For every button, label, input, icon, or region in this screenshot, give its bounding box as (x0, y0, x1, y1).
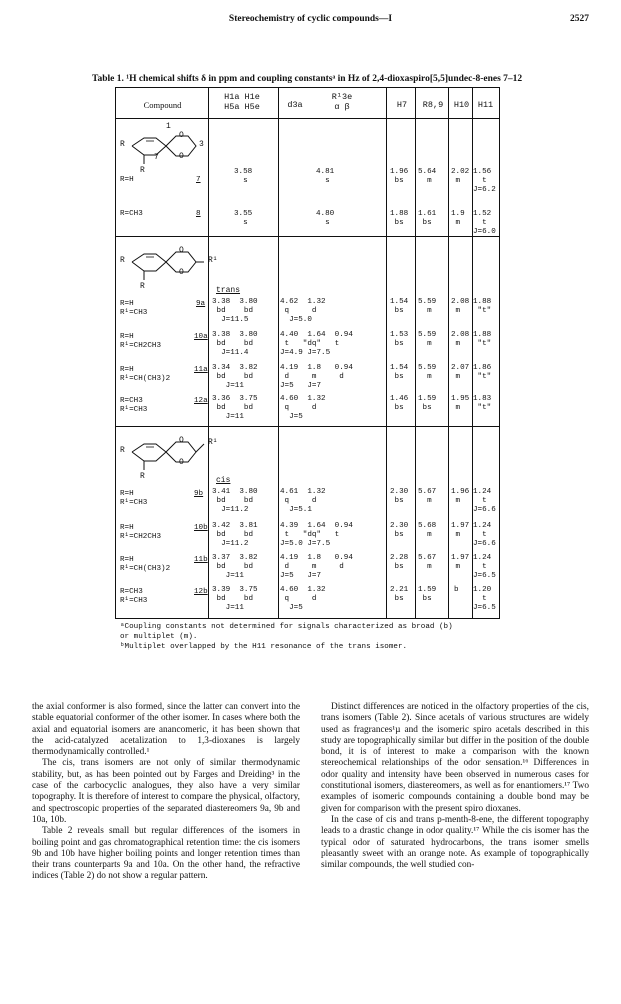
nmr-table (115, 87, 500, 619)
row-compound: R=H R¹=CH2CH3 (120, 333, 162, 350)
row-h89: 5.64 m (418, 168, 437, 185)
row-h7: 1.54 bs (390, 298, 409, 315)
row-h10: 1.97 m (451, 554, 470, 571)
col-rule (386, 88, 387, 618)
col-rule (278, 88, 279, 618)
footnote-b: ᵇMultiplet overlapped by the H11 resonance of the trans isomer. (120, 643, 408, 651)
row-h3: 4.60 1.32 q d J=5 (280, 395, 326, 421)
col-header-h5: H5a H5e (224, 102, 260, 112)
row-compound: R=H R¹=CH3 (120, 300, 148, 317)
row-h11: 1.86 "t" (473, 364, 492, 381)
footnote-a: ᵃCoupling constants not determined for signals characterized as broad (b) (120, 623, 453, 631)
row-number: 12a (194, 397, 208, 405)
cis-structure (122, 430, 206, 476)
row-h3: 4.62 1.32 q d J=5.0 (280, 298, 326, 324)
row-h3: 4.60 1.32 q d J=5 (280, 586, 326, 612)
row-h7: 1.88 bs (390, 210, 409, 227)
row-h10: 2.08 m (451, 331, 470, 348)
row-h3: 4.81 s (316, 168, 335, 185)
group-label-cis: cis (216, 476, 231, 485)
row-h89: 5.59 m (418, 364, 437, 381)
table-footnotes (120, 622, 540, 652)
col-rule (415, 88, 416, 618)
row-compound: R=CH3 R¹=CH3 (120, 397, 148, 414)
col-header-h11: H11 (477, 100, 494, 110)
row-h89: 5.59 m (418, 298, 437, 315)
spiro-dioxane-structure (122, 122, 206, 168)
row-h89: 5.59 m (418, 331, 437, 348)
row-h1: 3.34 3.82 bd bd J=11 (212, 364, 258, 390)
struct-oxygen: O (179, 458, 184, 467)
running-title: Stereochemistry of cyclic compounds—I (228, 14, 393, 24)
row-h10: 2.07 m (451, 364, 470, 381)
row-compound: R=CH3 R¹=CH3 (120, 588, 148, 605)
trans-structure (122, 240, 206, 286)
row-number: 11b (194, 556, 208, 564)
row-h10: 2.02 m (451, 168, 470, 185)
row-compound: R=H R¹=CH(CH3)2 (120, 556, 171, 573)
row-h11: 1.88 "t" (473, 331, 492, 348)
struct-number-1: 1 (166, 122, 171, 131)
body-column-left (32, 702, 300, 883)
row-h3: 4.40 1.64 0.94 t "dq" t J=4.9 J=7.5 (280, 331, 353, 357)
row-h7: 2.30 bs (390, 522, 409, 539)
row-h11: 1.83 "t" (473, 395, 492, 412)
row-number: 11a (194, 366, 208, 374)
footnote-a-cont: or multiplet (m). (120, 633, 198, 641)
body-column-right (321, 702, 589, 871)
col-rule (448, 88, 449, 618)
struct-r-label: R (120, 256, 125, 265)
row-h7: 1.46 bs (390, 395, 409, 412)
paragraph: Table 2 reveals small but regular differences of the isomers in boiling point and gas chromatographical retention time: the cis isomers 9b and 10b have higher boiling points and longer retention times than their trans counterparts 9a and 10a. On the other hand, the refractive indices (Table 2) do not show a regular pattern. (32, 826, 300, 882)
group-rule-cis (116, 426, 499, 427)
col-header-h3a: d3a (287, 100, 303, 110)
group-rule-trans (116, 236, 499, 237)
header-rule (116, 118, 499, 119)
row-h3: 4.39 1.64 0.94 t "dq" t J=5.0 J=7.5 (280, 522, 353, 548)
struct-oxygen: O (179, 246, 184, 255)
struct-number-3: 3 (199, 140, 204, 149)
table-caption: Table 1. ¹H chemical shifts δ in ppm and coupling constantsᵃ in Hz of 2,4-dioxaspiro[5,5]undec-8-enes 7–12 (92, 74, 523, 84)
row-h1: 3.37 3.82 bd bd J=11 (212, 554, 258, 580)
row-h89: 1.59 bs (418, 586, 437, 603)
row-compound: R=H (120, 176, 134, 184)
row-h10: 2.08 m (451, 298, 470, 315)
col-header-h3: R¹3e (331, 92, 353, 102)
struct-r-label: R (120, 140, 125, 149)
row-h7: 1.53 bs (390, 331, 409, 348)
row-h89: 5.67 m (418, 488, 437, 505)
struct-oxygen: O (179, 131, 184, 140)
row-h7: 2.21 bs (390, 586, 409, 603)
struct-r-label: R (140, 472, 145, 481)
row-h11: 1.24 t J=6.6 (473, 522, 496, 548)
row-h3: 4.80 s (316, 210, 335, 227)
struct-oxygen: O (179, 436, 184, 445)
col-header-h7: H7 (396, 100, 408, 110)
row-h1: 3.38 3.80 bd bd J=11.4 (212, 331, 258, 357)
row-h11: 1.20 t J=6.5 (473, 586, 496, 612)
row-h3: 4.19 1.8 0.94 d m d J=5 J=7 (280, 554, 353, 580)
row-h11: 1.52 t J=6.0 (473, 210, 496, 236)
col-header-alpha-beta: α β (334, 102, 350, 112)
row-h7: 1.54 bs (390, 364, 409, 381)
row-h3: 4.61 1.32 q d J=5.1 (280, 488, 326, 514)
row-h7: 1.96 bs (390, 168, 409, 185)
col-header-compound: Compound (143, 100, 182, 110)
row-number: 8 (196, 210, 201, 218)
col-header-h1: H1a H1e (224, 92, 260, 102)
row-number: 7 (196, 176, 201, 184)
row-h10: 1.96 m (451, 488, 470, 505)
paragraph: In the case of cis and trans p-menth-8-ene, the different topography leads to a drastic change in odor quality.¹⁷ While the cis isomer has the typical odor of saturated hydrocarbons, the trans isomer smells pleasantly sweet with an orange note. As example of topographically similar compounds, the well studied con- (321, 814, 589, 871)
row-h10: 1.9 m (451, 210, 465, 227)
row-h11: 1.56 t J=6.2 (473, 168, 496, 194)
row-h7: 2.30 bs (390, 488, 409, 505)
row-number: 9a (196, 300, 206, 308)
row-h10: 1.97 m (451, 522, 470, 539)
group-label-trans: trans (216, 286, 241, 295)
page-number: 2527 (570, 14, 589, 24)
row-h1: 3.39 3.75 bd bd J=11 (212, 586, 258, 612)
row-h1: 3.58 s (234, 168, 253, 185)
row-number: 12b (194, 588, 208, 596)
paragraph: the axial conformer is also formed, since the latter can convert into the stable equatorial conformer of the other isomer. In cases where both the axial and equatorial isomers are anancomeric, it has been shown that the acid-catalyzed acetalization to 1,3-dioxanes is largely thermodynamically controlled.¹ (32, 702, 300, 758)
row-h89: 5.68 m (418, 522, 437, 539)
row-h11: 1.24 t J=6.6 (473, 488, 496, 514)
struct-oxygen: O (179, 268, 184, 277)
row-h11: 1.88 "t" (473, 298, 492, 315)
row-compound: R=H R¹=CH(CH3)2 (120, 366, 171, 383)
row-compound: R=H R¹=CH3 (120, 490, 148, 507)
row-number: 9b (194, 490, 204, 498)
row-h1: 3.55 s (234, 210, 253, 227)
row-h10: 1.95 m (451, 395, 470, 412)
col-header-h89: R8,9 (422, 100, 444, 110)
row-number: 10a (194, 333, 208, 341)
row-h10: b (454, 586, 459, 594)
row-h89: 1.61 bs (418, 210, 437, 227)
struct-r-label: R (140, 166, 145, 175)
row-h3: 4.19 1.8 0.94 d m d J=5 J=7 (280, 364, 353, 390)
struct-r-label: R (120, 446, 125, 455)
row-h7: 2.28 bs (390, 554, 409, 571)
struct-number-7: 7 (154, 153, 159, 162)
paragraph: Distinct differences are noticed in the olfactory properties of the cis, trans isomers (Table 2). Since acetals of various structures are widely used as fragrances¹µ and the isomeric spiro acetals described in this study are topographically similar but differ in the position of the double bond, it is of interest to make a comparison with the known stereochemical relationships of the odor sensation.¹⁶ Differences in odor quality and intensity have been observed in numerous cases for constitutional isomers, diastereomers, as well as for enantiomers.¹⁷ Two examples of isomeric compounds containing a double bond may be given for comparison with the present spiro dioxanes. (321, 702, 589, 814)
row-h11: 1.24 t J=6.5 (473, 554, 496, 580)
struct-r1-label: R¹ (208, 438, 218, 447)
row-compound: R=H R¹=CH2CH3 (120, 524, 162, 541)
struct-r-label: R (140, 282, 145, 291)
col-rule (208, 88, 209, 618)
row-h89: 1.59 bs (418, 395, 437, 412)
row-compound: R=CH3 (120, 210, 143, 218)
row-h1: 3.42 3.81 bd bd J=11.2 (212, 522, 258, 548)
struct-oxygen: O (179, 152, 184, 161)
row-h1: 3.38 3.80 bd bd J=11.5 (212, 298, 258, 324)
row-h1: 3.41 3.80 bd bd J=11.2 (212, 488, 258, 514)
struct-r1-label: R¹ (208, 256, 218, 265)
row-h89: 5.67 m (418, 554, 437, 571)
paragraph: The cis, trans isomers are not only of similar thermodynamic stability, but, as has been pointed out by Farges and Dreiding³ in the case of the carbocyclic analogues, they also have a very similar topography. It is therefore of interest to compare the physical, olfactory, and spectroscopic properties of the separated diastereomers 9a, 9b and 10a, 10b. (32, 758, 300, 825)
row-h1: 3.36 3.75 bd bd J=11 (212, 395, 258, 421)
row-number: 10b (194, 524, 208, 532)
col-header-h10: H10 (453, 100, 470, 110)
